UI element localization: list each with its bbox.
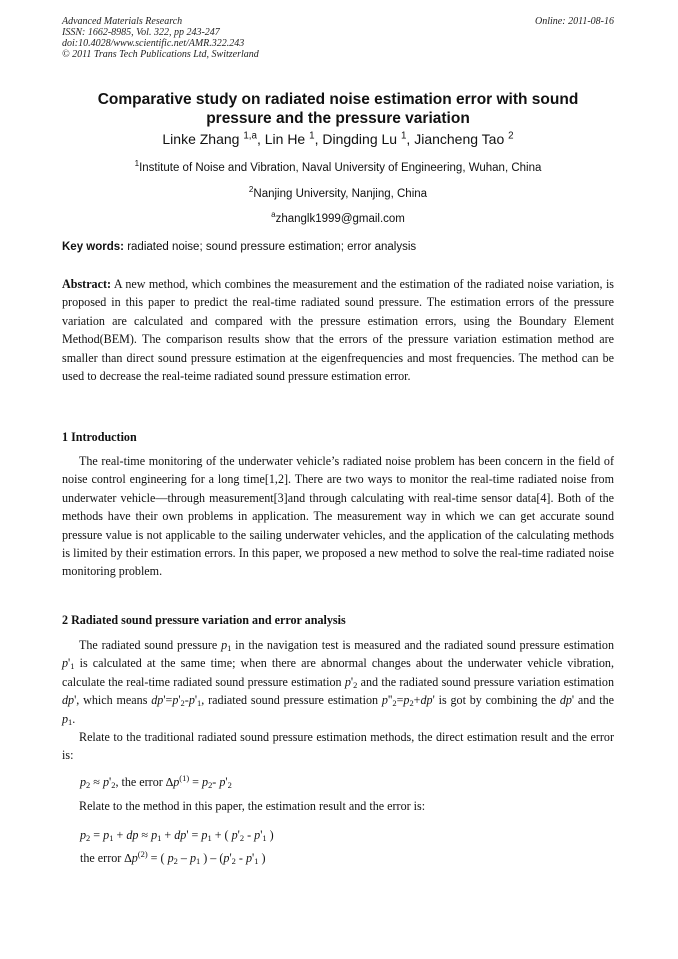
author-name: Linke Zhang: [162, 131, 240, 147]
introduction-paragraph: The real-time monitoring of the underwater vehicle’s radiated noise problem has been concern in the field of noise control engineering for a long time[1,2]. There are two ways to monitor the real-time radiated noise from underwater vehicle—through measurement[3]and through calculating with real-time sensor data[4]. Both of the methods have their own problems in application. The measurement way in which we can get accurate sound pressure value is not applicable to the sailing underwater vehicles, and the application of the calculating methods is limited by their estimation errors. In this paper, we proposed a new method to solve the real-time radiated noise monitoring problem.: [62, 454, 614, 579]
equation-2: $p_2 = p_1$ + dp ≈ $p_1 + dp' = p_1$ + ( $p'_2 - p'_1$ ): [80, 828, 274, 843]
author-list: [62, 130, 614, 148]
text-run: in the navigation test is measured and the radiated sound pressure estimation: [231, 638, 615, 652]
text-run: , radiated sound pressure estimation: [201, 693, 382, 708]
title-line-2: pressure and the pressure variation: [206, 110, 470, 127]
journal-name: Advanced Materials Research: [62, 16, 183, 27]
section2-paragraph-1: The radiated sound pressure $p_1$ in the navigation test is measured and the radiated sound pressure estimation $p'_1$ is calculated at the same time; when there are abnormal changes about the underwater vehicle vibration, calculate the real-time radiated sound pressure estimation $p'_2$ and the radiated sound pressure variation estimation dp', which means $dp'=p'_2-p'_1$, radiated sound pressure estimation $p''_2=p_2+dp'$ is got by combining the dp' and the $p_1$.: [62, 638, 615, 727]
abstract-label: Abstract:: [62, 277, 112, 291]
affiliation-text: Nanjing University, Nanjing, China: [253, 188, 428, 200]
keywords-text: radiated noise; sound pressure estimation; error analysis: [127, 241, 417, 253]
affiliation-2: [62, 187, 614, 201]
author-affil-mark: 2: [508, 130, 514, 142]
copyright-line: © 2011 Trans Tech Publications Ltd, Switzerland: [62, 49, 259, 60]
text-run: .: [72, 711, 76, 726]
author-name: Dingding Lu: [322, 131, 398, 147]
author-affil-mark: 1: [400, 130, 407, 142]
affiliation-text: Institute of Noise and Vibration, Naval University of Engineering, Wuhan, China: [139, 162, 542, 174]
affiliation-mark: 1: [134, 159, 140, 169]
section2-paragraph-3: Relate to the method in this paper, the estimation result and the error is:: [79, 799, 426, 813]
equation-1-text: , the error: [115, 775, 166, 789]
section-heading-introduction: 1 Introduction: [62, 430, 137, 444]
text-run: , which means: [76, 693, 152, 708]
text-run: and the: [574, 693, 614, 708]
author-affil-mark: 1,a: [243, 130, 257, 142]
issn-line: ISSN: 1662-8985, Vol. 322, pp 243-247: [62, 27, 220, 38]
author-email: [62, 212, 614, 226]
text-run: and the radiated sound pressure variation estimation: [357, 674, 614, 689]
text-run: The radiated sound pressure: [79, 638, 222, 652]
paper-title: [62, 90, 614, 128]
keywords: [62, 240, 614, 254]
equation-3-prefix: the error: [80, 851, 125, 865]
affiliation-mark: 2: [248, 185, 254, 195]
author-separator: ,: [314, 131, 323, 147]
affiliation-1: [62, 161, 614, 175]
equation-3: the error $\Delta p^{(2)}$ = ( $p_2 - p_1$ ) – ($p'_2 - p'_1$ ): [80, 849, 266, 866]
abstract: [62, 275, 614, 385]
author-separator: ,: [406, 131, 415, 147]
author-separator: ,: [256, 131, 265, 147]
author-affil-mark: 1: [309, 130, 315, 142]
email-text: zhanglk1999@gmail.com: [275, 213, 405, 225]
doi-line: doi:10.4028/www.scientific.net/AMR.322.243: [62, 38, 245, 49]
abstract-text: A new method, which combines the measurement and the estimation of the radiated noise variation, is proposed in this paper to predict the real-time radiated sound pressure. The estimation errors of the pressure variation are calculated and compared with the pressure estimation errors, using the Boundary Element Method(BEM). The comparison results show that the errors of the pressure variation estimation method are smaller than direct sound pressure estimation at the eigenfrequencies and most frequencies. The method can be used to decrease the real-teime radiated sound pressure estimation error.: [62, 277, 615, 384]
equation-1: $p_2 \approx p'_2$, the error $\Delta p^{(1)} = p_2-$ $p'_2$: [80, 773, 232, 790]
keywords-label: Key words:: [62, 241, 124, 253]
section-heading-error-analysis: 2 Radiated sound pressure variation and error analysis: [62, 613, 346, 627]
text-run: is got by combining the: [434, 693, 560, 708]
title-line-1: Comparative study on radiated noise estimation error with sound: [97, 91, 579, 108]
author-name: Jiancheng Tao: [414, 131, 505, 147]
section2-paragraph-2: Relate to the traditional radiated sound pressure estimation methods, the direct estimation result and the error is:: [62, 730, 614, 763]
text-run: is calculated at the same time; when there are abnormal changes about the underwater vehicle vibration, calculate the real-time radiated sound pressure estimation: [62, 656, 614, 689]
affiliation-mark: a: [271, 210, 276, 220]
journal-header: [62, 16, 259, 60]
author-name: Lin He: [264, 131, 306, 147]
online-date: Online: 2011-08-16: [535, 16, 614, 27]
